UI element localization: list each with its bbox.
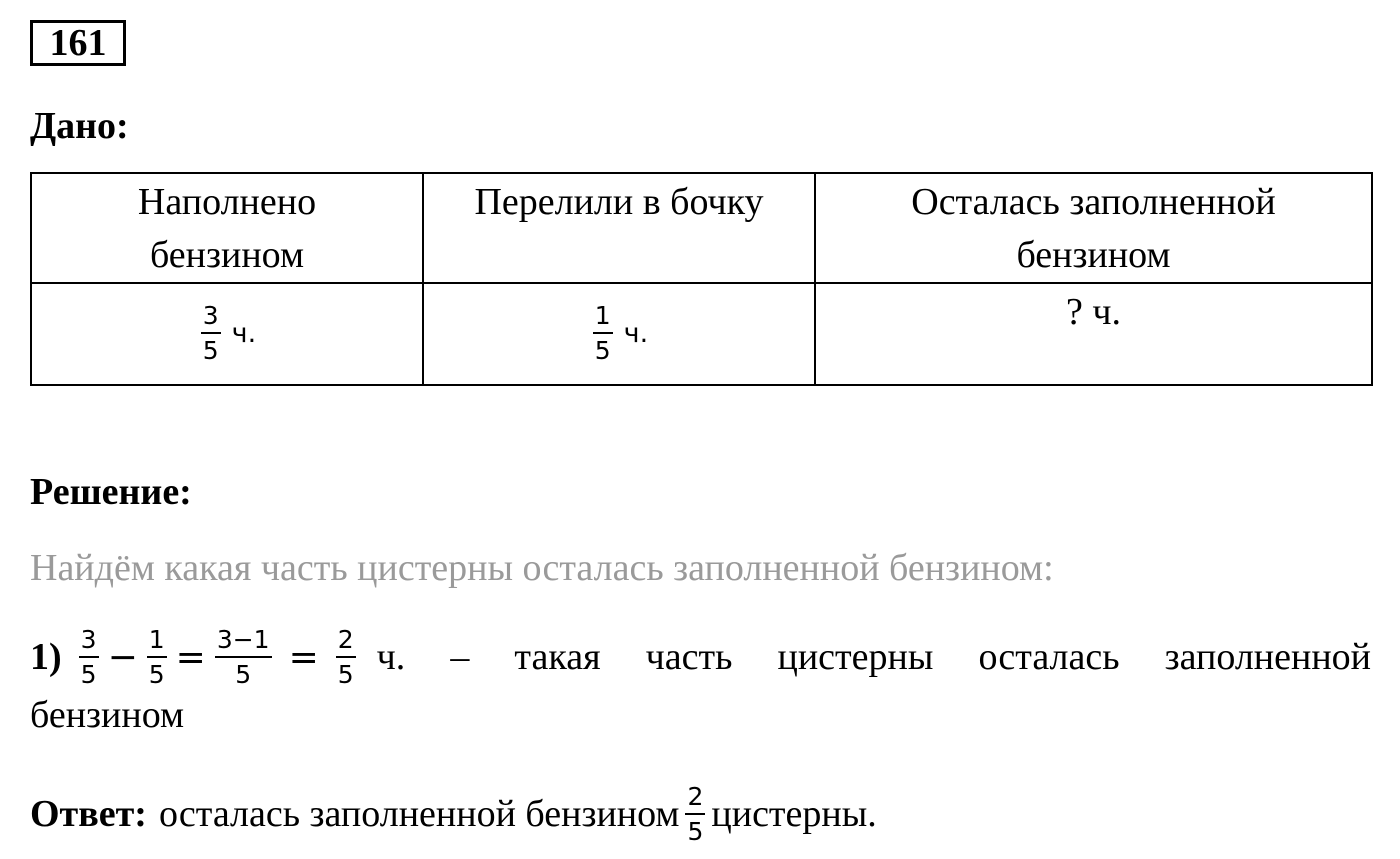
unit: ч. <box>623 317 649 349</box>
fraction-bar <box>201 332 221 334</box>
solution-heading: Решение: <box>30 471 192 513</box>
denominator: 5 <box>687 817 704 846</box>
header-text-line: бензином <box>1016 234 1171 276</box>
numerator: 2 <box>337 625 354 654</box>
table-value-row <box>31 283 1372 385</box>
answer-line <box>30 772 877 856</box>
numerator: 3 <box>80 625 97 654</box>
fraction <box>215 626 272 688</box>
value-filled <box>31 283 423 385</box>
step-word: ч. <box>376 636 406 678</box>
value-poured <box>423 283 815 385</box>
header-text-line: Перелили в бочку <box>474 181 764 223</box>
step-word: такая <box>514 636 601 678</box>
fraction <box>593 302 613 364</box>
solution-hint: Найдём какая часть цистерны осталась заполненной бензином: <box>30 547 1054 589</box>
answer-label: Ответ: <box>30 793 147 835</box>
fraction <box>685 783 705 845</box>
header-text-line: бензином <box>149 234 305 276</box>
equals-sign: = <box>288 636 319 678</box>
numerator: 1 <box>148 625 165 654</box>
fraction <box>201 302 221 364</box>
fraction <box>336 626 356 688</box>
fraction-bar <box>79 656 99 658</box>
header-text-line: Наполнено <box>137 181 317 223</box>
step-word: осталась <box>978 636 1120 678</box>
step-word: цистерны <box>777 636 934 678</box>
fraction-bar <box>215 656 272 658</box>
denominator: 5 <box>594 336 611 365</box>
denominator: 5 <box>148 660 165 689</box>
step-expression <box>30 626 359 688</box>
step-word: заполненной <box>1164 636 1371 678</box>
numerator: 3−1 <box>216 625 270 654</box>
step-word: – <box>450 636 470 678</box>
equals-sign: = <box>175 636 206 678</box>
fraction <box>147 626 167 688</box>
fraction-bar <box>685 813 705 815</box>
step-label: 1) <box>30 636 62 678</box>
header-filled <box>31 173 423 283</box>
minus-sign: − <box>107 636 138 678</box>
problem-number: 161 <box>30 20 126 66</box>
fraction-bar <box>593 332 613 334</box>
answer-text-end: цистерны. <box>711 793 877 835</box>
header-poured <box>423 173 815 283</box>
numerator: 1 <box>594 301 611 330</box>
given-table <box>30 172 1373 386</box>
step-explanation <box>377 635 1371 679</box>
table-header-row <box>31 173 1372 283</box>
unknown-value: ? ч. <box>1066 291 1121 333</box>
numerator: 3 <box>202 301 219 330</box>
unit: ч. <box>231 317 257 349</box>
given-heading: Дано: <box>30 105 129 147</box>
header-remaining <box>815 173 1372 283</box>
fraction <box>79 626 99 688</box>
fraction-bar <box>147 656 167 658</box>
header-text-line: Осталась заполненной <box>911 181 1276 223</box>
denominator: 5 <box>80 660 97 689</box>
answer-text: осталась заполненной бензином <box>158 793 680 835</box>
value-remaining <box>815 283 1372 385</box>
step-continuation: бензином <box>30 694 185 736</box>
denominator: 5 <box>235 660 252 689</box>
fraction-bar <box>336 656 356 658</box>
step-word: часть <box>645 636 733 678</box>
numerator: 2 <box>687 782 704 811</box>
denominator: 5 <box>202 336 219 365</box>
denominator: 5 <box>337 660 354 689</box>
solution-step-1 <box>30 615 1371 737</box>
